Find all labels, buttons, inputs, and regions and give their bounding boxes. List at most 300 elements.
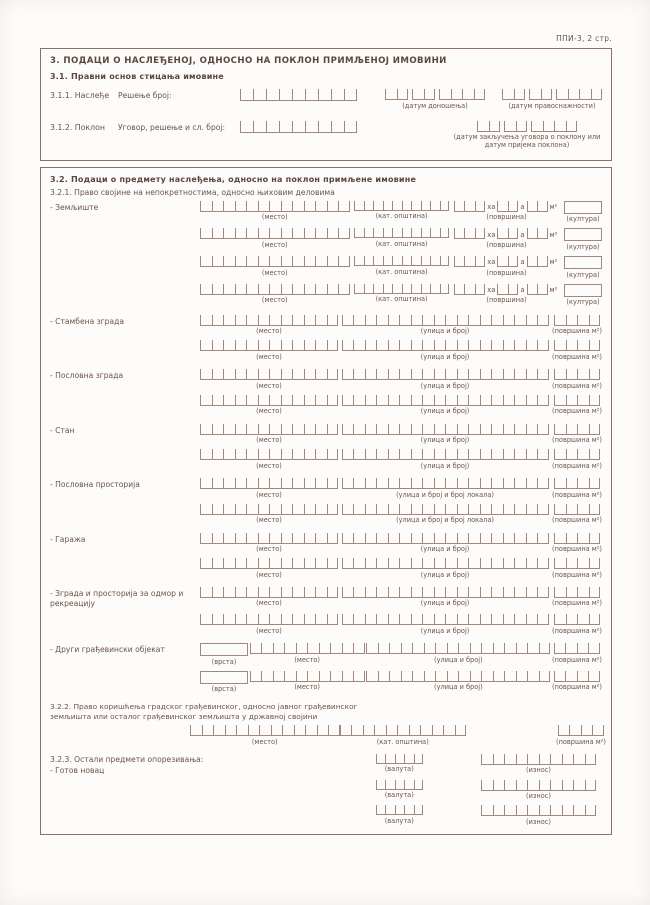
unit-a: а xyxy=(520,230,525,239)
povrsina-m2-field[interactable] xyxy=(554,533,600,544)
povrsina-m2-group xyxy=(552,671,602,692)
mesto-group xyxy=(190,725,340,746)
ugovor-broj-field-group xyxy=(240,121,357,133)
row-3-1-2 xyxy=(50,121,602,150)
caption-povrsina-m2: (површина м²) xyxy=(552,461,602,470)
section-3-2-3 xyxy=(50,754,602,826)
valuta-field[interactable] xyxy=(376,805,424,815)
row-3-1-2-label: 3.1.2. Поклон xyxy=(50,122,105,132)
unit-a: а xyxy=(520,202,525,211)
caption-povrsina-m2: (површина м²) xyxy=(552,352,602,361)
povrsina-a-field[interactable] xyxy=(497,284,518,295)
mesto-group xyxy=(200,449,338,470)
povrsina-ha-field[interactable] xyxy=(454,284,486,295)
section-3-2-3-fields xyxy=(376,754,597,826)
kat-opstina-group xyxy=(340,725,467,746)
iznos-field[interactable] xyxy=(481,754,596,765)
caption-mesto: (место) xyxy=(261,240,288,249)
kultura-field[interactable] xyxy=(564,228,602,241)
caption-iznos: (износ) xyxy=(526,792,551,801)
datum-donosenja-day-field[interactable] xyxy=(385,89,408,100)
unit-m2: м² xyxy=(549,286,558,295)
ugovor-broj-label: Уговор, решење и сл. број: xyxy=(118,122,226,132)
caption-valuta: (валута) xyxy=(384,791,414,800)
kultura-group xyxy=(564,228,602,251)
caption-vrsta: (врста) xyxy=(211,685,237,694)
section-3-2-2-row xyxy=(50,725,606,746)
caption-povrsina-m2: (површина м²) xyxy=(552,570,602,579)
povrsina-m2-group xyxy=(552,478,602,499)
caption-mesto: (место) xyxy=(261,213,288,222)
item-stambena-zgrada xyxy=(50,315,602,361)
ulica-broj-field[interactable] xyxy=(342,369,549,380)
povrsina-group xyxy=(454,228,560,249)
spacer xyxy=(50,558,200,560)
caption-ulica-broj: (улица и број) xyxy=(420,570,470,579)
kat-opstina-field[interactable] xyxy=(354,201,449,211)
caption-kat-opstina: (кат. општина) xyxy=(375,212,428,221)
povrsina-m2-field[interactable] xyxy=(527,228,548,239)
vrsta-field[interactable] xyxy=(200,643,248,656)
caption-kat-opstina: (кат. општина) xyxy=(375,239,428,248)
povrsina-group xyxy=(454,284,560,305)
datum-poklona-group xyxy=(452,121,602,150)
ulica-broj-field[interactable] xyxy=(342,449,549,460)
caption-ulica-broj: (улица и број) xyxy=(420,545,470,554)
cash-row xyxy=(376,780,597,801)
povrsina-a-field[interactable] xyxy=(497,201,518,212)
kultura-group xyxy=(564,201,602,224)
caption-povrsina-m2: (површина м²) xyxy=(552,683,602,692)
caption-povrsina: (површина) xyxy=(486,296,527,305)
povrsina-m2-field[interactable] xyxy=(554,671,600,682)
kultura-field[interactable] xyxy=(564,256,602,269)
item-stan xyxy=(50,424,602,470)
unit-a: а xyxy=(520,258,525,267)
mesto-field[interactable] xyxy=(200,201,350,212)
building-row xyxy=(50,340,602,361)
datum-poklona-day-field[interactable] xyxy=(477,121,500,132)
kat-opstina-field[interactable] xyxy=(340,725,467,736)
row-3-1-1-label: 3.1.1. Наслеђе xyxy=(50,91,110,100)
povrsina-m2-field[interactable] xyxy=(558,725,604,736)
caption-ulica-broj: (улица и број) xyxy=(420,352,470,361)
caption-mesto: (место) xyxy=(256,436,282,445)
spacer xyxy=(50,228,200,230)
kultura-field[interactable] xyxy=(564,201,602,214)
page-reference: ППИ-3, 2 стр. xyxy=(556,34,612,43)
mesto-field[interactable] xyxy=(200,587,338,598)
povrsina-m2-field[interactable] xyxy=(554,587,600,598)
mesto-field[interactable] xyxy=(200,256,350,267)
ulica-broj-field[interactable] xyxy=(342,533,549,544)
kat-opstina-field[interactable] xyxy=(354,284,449,294)
valuta-group xyxy=(376,780,424,800)
caption-kultura: (култура) xyxy=(566,270,600,279)
povrsina-m2-group xyxy=(556,725,606,746)
ulica-broj-lokal-field[interactable] xyxy=(342,504,549,515)
caption-ulica-broj-lokal: (улица и број и број локала) xyxy=(396,516,494,525)
caption-ulica-broj: (улица и број) xyxy=(434,655,483,664)
povrsina-ha-field[interactable] xyxy=(454,201,486,212)
building-row xyxy=(50,424,602,445)
vrsta-group xyxy=(200,671,248,694)
povrsina-m2-field[interactable] xyxy=(554,369,600,380)
item-odmor xyxy=(50,587,602,635)
iznos-group xyxy=(481,805,596,826)
section-3-2-2-title: 3.2.2. Право коришћења градског грађевинског, односно јавног грађевинског земљишта или осталог грађевинског земљишта у државној својини xyxy=(50,701,358,722)
spacer xyxy=(50,284,200,286)
povrsina-ha-field[interactable] xyxy=(454,256,486,267)
povrsina-m2-field[interactable] xyxy=(554,424,600,435)
section-3-title: 3. ПОДАЦИ О НАСЛЕЂЕНОЈ, ОДНОСНО НА ПОКЛОН ПРИМЉЕНОЈ ИМОВИНИ xyxy=(50,56,447,66)
section-3-2-box xyxy=(40,167,612,835)
mesto-group xyxy=(200,369,338,390)
ulica-broj-field[interactable] xyxy=(366,643,550,654)
caption-datum-pravosnaznosti: (датум правоснажности) xyxy=(508,101,596,110)
povrsina-m2-group xyxy=(552,315,602,336)
building-row xyxy=(50,587,602,610)
unit-ha: ха xyxy=(487,258,496,267)
caption-ulica-broj: (улица и број) xyxy=(420,599,470,608)
povrsina-m2-field[interactable] xyxy=(527,284,548,295)
section-3-1-title: 3.1. Правни основ стицања имовине xyxy=(50,72,224,81)
stan-label: - Стан xyxy=(50,425,75,435)
stambena-zgrada-label: - Стамбена зграда xyxy=(50,316,125,326)
odmor-label: - Зграда и просторија за одмор и рекреацију xyxy=(50,588,184,609)
section-3-2-2 xyxy=(50,701,606,746)
povrsina-group xyxy=(454,256,560,277)
caption-mesto: (место) xyxy=(256,626,282,635)
povrsina-m2-field[interactable] xyxy=(554,504,600,515)
caption-datum-poklona: (датум закључења уговора о поклону или датум пријема поклона) xyxy=(453,133,601,150)
section-3-2-1-title: 3.2.1. Право својине на непокретностима, односно њиховим деловима xyxy=(50,187,335,197)
povrsina-a-field[interactable] xyxy=(497,228,518,239)
mesto-field[interactable] xyxy=(250,671,365,682)
spacer xyxy=(50,449,200,451)
valuta-field[interactable] xyxy=(376,780,424,790)
ulica-broj-field[interactable] xyxy=(342,558,549,569)
datum-pravosnaznosti-month-field[interactable] xyxy=(529,89,552,100)
ulica-broj-group xyxy=(342,533,549,554)
mesto-group xyxy=(200,340,338,361)
cash-row xyxy=(376,754,597,775)
zemljiste-row xyxy=(50,201,602,224)
mesto-group xyxy=(200,284,350,305)
caption-povrsina-m2: (површина м²) xyxy=(552,599,602,608)
ulica-broj-field[interactable] xyxy=(342,315,549,326)
mesto-group xyxy=(250,671,365,692)
iznos-field[interactable] xyxy=(481,805,596,816)
unit-m2: м² xyxy=(549,258,558,267)
povrsina-group xyxy=(454,201,560,222)
resenje-broj-field-group xyxy=(240,89,357,101)
caption-mesto: (место) xyxy=(256,490,282,499)
building-row xyxy=(50,614,602,635)
section-3-2-3-title: 3.2.3. Остали предмети опорезивања: xyxy=(50,754,204,764)
building-row xyxy=(50,449,602,470)
caption-povrsina-m2: (површина м²) xyxy=(552,516,602,525)
ulica-broj-group xyxy=(366,671,550,692)
povrsina-m2-field[interactable] xyxy=(554,340,600,351)
valuta-group xyxy=(376,805,424,825)
kultura-group xyxy=(564,256,602,279)
mesto-field[interactable] xyxy=(200,449,338,460)
mesto-field[interactable] xyxy=(200,504,338,515)
zemljiste-row xyxy=(50,256,602,279)
caption-kat-opstina: (кат. општина) xyxy=(376,737,429,746)
spacer xyxy=(50,340,200,342)
caption-kat-opstina: (кат. општина) xyxy=(375,267,428,276)
mesto-group xyxy=(250,643,365,664)
ulica-broj-field[interactable] xyxy=(366,671,550,682)
row-3-1-1 xyxy=(50,89,602,110)
poslovna-prostorija-label: - Пословна просторија xyxy=(50,480,140,490)
caption-valuta: (валута) xyxy=(384,765,414,774)
caption-kultura: (култура) xyxy=(566,298,600,307)
caption-mesto: (место) xyxy=(261,296,288,305)
mesto-group xyxy=(200,558,338,579)
ulica-broj-field[interactable] xyxy=(342,614,549,625)
caption-povrsina-m2: (површина м²) xyxy=(552,490,602,499)
caption-povrsina-m2: (површина м²) xyxy=(556,737,606,746)
building-row xyxy=(50,643,602,666)
building-row xyxy=(50,369,602,390)
caption-ulica-broj: (улица и број) xyxy=(420,626,470,635)
iznos-group xyxy=(481,754,596,775)
gotov-novac-label: - Готов новац xyxy=(50,766,105,776)
item-poslovna-zgrada xyxy=(50,369,602,415)
povrsina-m2-group xyxy=(552,424,602,445)
spacer xyxy=(50,504,200,506)
datum-pravosnaznosti-group xyxy=(502,89,602,110)
povrsina-m2-field[interactable] xyxy=(554,558,600,569)
ulica-broj-group xyxy=(342,340,549,361)
caption-mesto: (место) xyxy=(256,407,282,416)
datum-donosenja-group xyxy=(385,89,485,110)
caption-povrsina-m2: (површина м²) xyxy=(552,626,602,635)
caption-povrsina-m2: (површина м²) xyxy=(552,407,602,416)
povrsina-m2-group xyxy=(552,449,602,470)
building-row xyxy=(50,671,602,694)
kultura-field[interactable] xyxy=(564,284,602,297)
povrsina-m2-field[interactable] xyxy=(554,449,600,460)
unit-ha: ха xyxy=(487,202,496,211)
ulica-broj-group xyxy=(342,558,549,579)
zemljiste-label: - Земљиште xyxy=(50,202,99,212)
ugovor-broj-field[interactable] xyxy=(240,121,357,133)
ulica-broj-group xyxy=(342,587,549,608)
povrsina-m2-field[interactable] xyxy=(554,478,600,489)
ulica-broj-group xyxy=(342,614,549,635)
resenje-broj-label: Решење број: xyxy=(118,91,172,100)
mesto-field[interactable] xyxy=(200,369,338,380)
caption-mesto: (место) xyxy=(256,381,282,390)
mesto-group xyxy=(200,614,338,635)
kat-opstina-group xyxy=(354,201,449,221)
caption-mesto: (место) xyxy=(261,268,288,277)
item-drugi-objekat xyxy=(50,643,602,693)
povrsina-m2-field[interactable] xyxy=(527,201,548,212)
building-row xyxy=(50,478,602,499)
caption-ulica-broj: (улица и број) xyxy=(420,327,470,336)
caption-kultura: (култура) xyxy=(566,215,600,224)
caption-iznos: (износ) xyxy=(526,817,551,826)
caption-povrsina: (површина) xyxy=(486,268,527,277)
mesto-field[interactable] xyxy=(200,340,338,351)
datum-pravosnaznosti-year-field[interactable] xyxy=(556,89,602,100)
caption-povrsina-m2: (површина м²) xyxy=(552,327,602,336)
povrsina-m2-group xyxy=(552,533,602,554)
item-garaza xyxy=(50,533,602,579)
mesto-group xyxy=(200,478,338,499)
building-row xyxy=(50,504,602,525)
caption-mesto: (место) xyxy=(251,737,278,746)
spacer xyxy=(50,256,200,258)
caption-povrsina-m2: (површина м²) xyxy=(552,381,602,390)
caption-mesto: (место) xyxy=(256,461,282,470)
mesto-group xyxy=(200,315,338,336)
unit-m2: м² xyxy=(549,230,558,239)
ulica-broj-field[interactable] xyxy=(342,395,549,406)
unit-a: а xyxy=(520,286,525,295)
mesto-field[interactable] xyxy=(200,228,350,239)
caption-iznos: (износ) xyxy=(526,766,551,775)
section-3-2-3-labels xyxy=(50,754,376,826)
caption-mesto: (место) xyxy=(256,545,282,554)
caption-ulica-broj: (улица и број) xyxy=(420,407,470,416)
unit-m2: м² xyxy=(549,202,558,211)
iznos-field[interactable] xyxy=(481,780,596,791)
mesto-field[interactable] xyxy=(250,643,365,654)
spacer xyxy=(50,671,200,673)
caption-kultura: (култура) xyxy=(566,242,600,251)
caption-valuta: (валута) xyxy=(384,816,414,825)
section-3-2-title: 3.2. Подаци о предмету наслеђења, односно на поклон примљене имовине xyxy=(50,174,417,184)
ulica-broj-field[interactable] xyxy=(342,587,549,598)
povrsina-m2-group xyxy=(552,587,602,608)
caption-ulica-broj: (улица и број) xyxy=(420,381,470,390)
spacer xyxy=(50,614,200,616)
caption-ulica-broj: (улица и број) xyxy=(434,683,483,692)
povrsina-m2-group xyxy=(552,340,602,361)
datum-pravosnaznosti-day-field[interactable] xyxy=(502,89,525,100)
valuta-field[interactable] xyxy=(376,754,424,764)
datum-poklona-year-field[interactable] xyxy=(531,121,577,132)
item-zemljiste xyxy=(50,201,602,307)
mesto-group xyxy=(200,587,338,608)
spacer xyxy=(50,395,200,397)
caption-povrsina: (површина) xyxy=(486,213,527,222)
mesto-field[interactable] xyxy=(200,533,338,544)
datum-poklona-month-field[interactable] xyxy=(504,121,527,132)
mesto-group xyxy=(200,504,338,525)
ulica-broj-group xyxy=(342,315,549,336)
mesto-field[interactable] xyxy=(200,478,338,489)
kat-opstina-field[interactable] xyxy=(354,256,449,266)
povrsina-m2-field[interactable] xyxy=(554,614,600,625)
mesto-group xyxy=(200,201,350,222)
povrsina-m2-field[interactable] xyxy=(554,315,600,326)
caption-mesto: (место) xyxy=(256,327,282,336)
resenje-broj-field[interactable] xyxy=(240,89,357,101)
povrsina-m2-group xyxy=(552,504,602,525)
caption-povrsina-m2: (површина м²) xyxy=(552,436,602,445)
building-row xyxy=(50,533,602,554)
caption-povrsina: (површина) xyxy=(486,240,527,249)
kat-opstina-group xyxy=(354,284,449,304)
povrsina-m2-group xyxy=(552,395,602,416)
povrsina-m2-field[interactable] xyxy=(554,643,600,654)
item-poslovna-prostorija xyxy=(50,478,602,524)
caption-povrsina-m2: (површина м²) xyxy=(552,655,602,664)
caption-ulica-broj: (улица и број) xyxy=(420,436,470,445)
poslovna-zgrada-label: - Пословна зграда xyxy=(50,371,124,381)
ulica-broj-lokal-group xyxy=(342,478,549,499)
caption-mesto: (место) xyxy=(294,683,321,692)
kat-opstina-group xyxy=(354,256,449,276)
vrsta-field[interactable] xyxy=(200,671,248,684)
zemljiste-row xyxy=(50,284,602,307)
unit-ha: ха xyxy=(487,286,496,295)
spacer xyxy=(50,725,190,727)
caption-mesto: (место) xyxy=(256,516,282,525)
ulica-broj-field[interactable] xyxy=(342,424,549,435)
povrsina-m2-group xyxy=(552,643,602,664)
mesto-field[interactable] xyxy=(200,558,338,569)
povrsina-m2-group xyxy=(552,558,602,579)
povrsina-a-field[interactable] xyxy=(497,256,518,267)
povrsina-m2-field[interactable] xyxy=(527,256,548,267)
ulica-broj-group xyxy=(342,449,549,470)
caption-ulica-broj: (улица и број) xyxy=(420,461,470,470)
iznos-group xyxy=(481,780,596,801)
unit-ha: ха xyxy=(487,230,496,239)
vrsta-group xyxy=(200,643,248,666)
mesto-group xyxy=(200,256,350,277)
mesto-group xyxy=(200,533,338,554)
section-3-box xyxy=(40,48,612,161)
povrsina-m2-field[interactable] xyxy=(554,395,600,406)
caption-kat-opstina: (кат. општина) xyxy=(375,295,428,304)
mesto-field[interactable] xyxy=(200,614,338,625)
mesto-field[interactable] xyxy=(200,395,338,406)
datum-donosenja-year-field[interactable] xyxy=(439,89,485,100)
ulica-broj-group xyxy=(342,369,549,390)
ulica-broj-lokal-field[interactable] xyxy=(342,478,549,489)
datum-donosenja-month-field[interactable] xyxy=(412,89,435,100)
povrsina-ha-field[interactable] xyxy=(454,228,486,239)
mesto-group xyxy=(200,424,338,445)
povrsina-m2-group xyxy=(552,614,602,635)
mesto-field[interactable] xyxy=(200,424,338,435)
kultura-group xyxy=(564,284,602,307)
caption-vrsta: (врста) xyxy=(211,657,237,666)
povrsina-m2-group xyxy=(552,369,602,390)
ulica-broj-field[interactable] xyxy=(342,340,549,351)
kat-opstina-field[interactable] xyxy=(354,228,449,238)
cash-row xyxy=(376,805,597,826)
building-row xyxy=(50,395,602,416)
mesto-field[interactable] xyxy=(200,315,338,326)
drugi-objekat-label: - Други грађевински објекат xyxy=(50,645,165,655)
caption-mesto: (место) xyxy=(256,599,282,608)
caption-datum-donosenja: (датум доношења) xyxy=(402,101,468,110)
building-row xyxy=(50,315,602,336)
mesto-field[interactable] xyxy=(190,725,340,736)
ulica-broj-group xyxy=(342,424,549,445)
mesto-field[interactable] xyxy=(200,284,350,295)
